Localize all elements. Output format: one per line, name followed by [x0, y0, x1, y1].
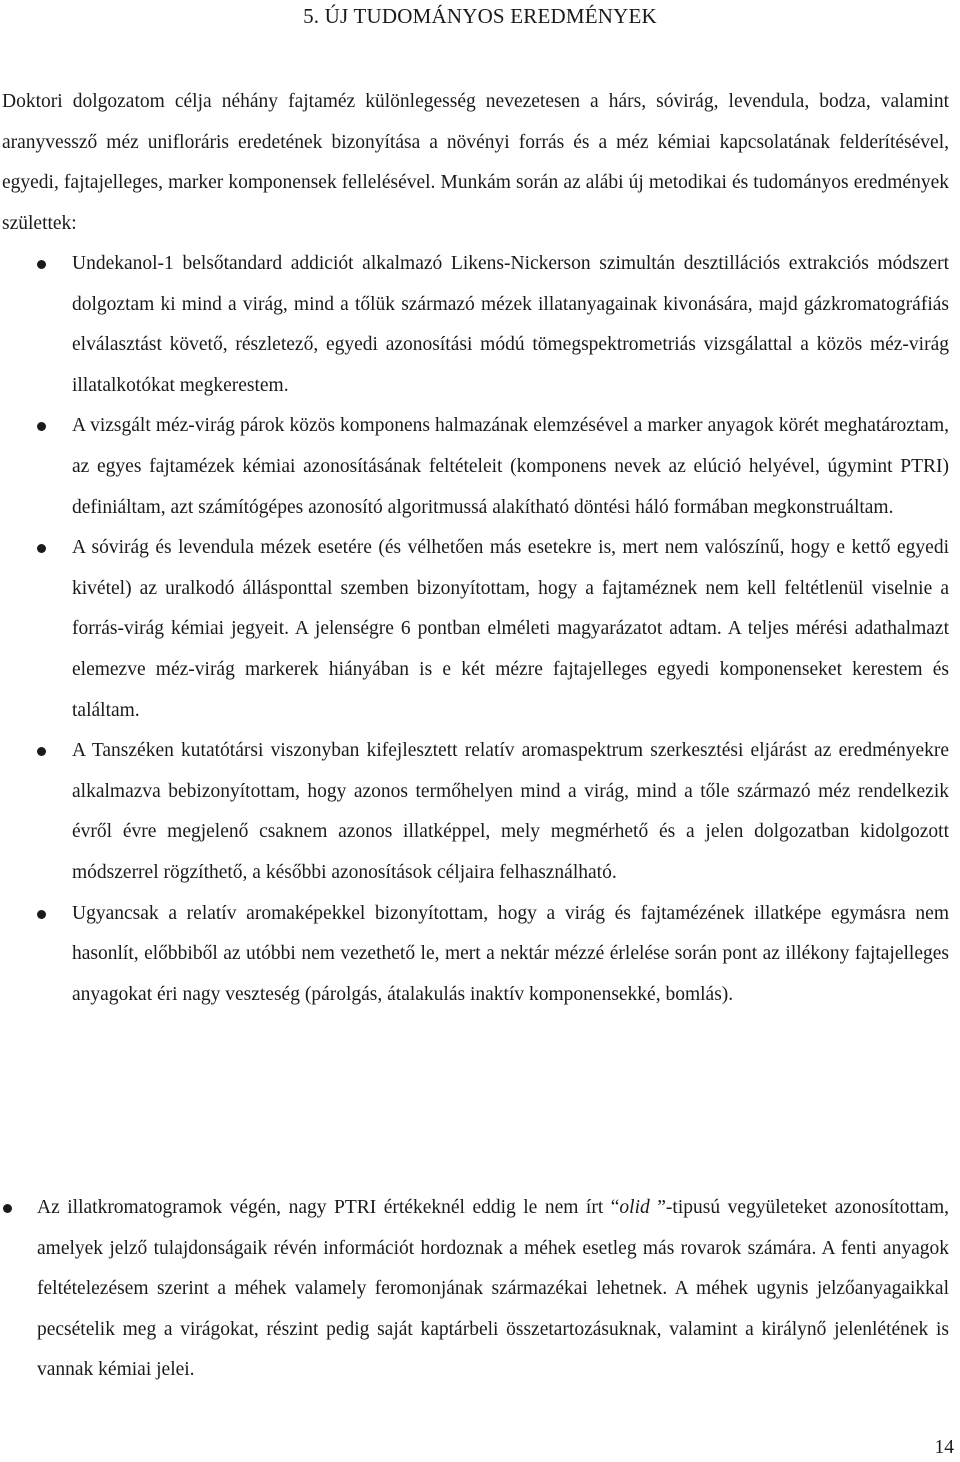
- list-item: [0, 1188, 949, 1391]
- result-text: Undekanol-1 belsőtandard addiciót alkalmazó Likens-Nickerson szimultán desztillációs extrakciós módszert dolgoztam ki mind a virág, mind a tőlük származó mézek illatanyagainak kivonására, majd gázkromatográfiás elválasztást követő, részletező, egyedi azonosítási módú tömegspektrometriás vizsgálattal a közös méz-virág illatalkotókat megkerestem.: [72, 253, 949, 396]
- bullet-icon: [37, 910, 46, 919]
- bullet-icon: [3, 1204, 12, 1213]
- bullet-icon: [37, 422, 46, 431]
- bullet-icon: [37, 747, 46, 756]
- final-point-italic-term: olid: [619, 1197, 650, 1218]
- list-item: [0, 244, 949, 406]
- final-point-text-before: Az illatkromatogramok végén, nagy PTRI értékeknél eddig le nem írt “: [37, 1197, 620, 1218]
- result-text: A Tanszéken kutatótársi viszonyban kifejlesztett relatív aromaspektrum szerkesztési eljárást az eredményekre alkalmazva bebizonyítottam, hogy azonos termőhelyen mind a virág, mind a tőle származó méz rendelkezik évről évre megjelenő csaknem azonos illatképpel, mely megmérhető és a jelen dolgozatban kidolgozott módszerrel rögzíthető, a későbbi azonosítások céljaira felhasználható.: [72, 740, 949, 883]
- final-point-text-after: ”-tipusú vegyületeket azonosítottam, amelyek jelző tulajdonságaik révén információt hordoznak a méhek esetleg más rovarok számára. A fenti anyagok feltételezésem szerint a méhek valamely feromonjának származékai lehetnek. A méhek ugynis jelzőanyagaikkal pecsételik meg a virágokat, részint pedig saját kaptárbeli összetartozásuknak, valamint a királynő jelenlétének is vannak kémiai jelei.: [37, 1197, 949, 1381]
- result-text: Ugyancsak a relatív aromaképekkel bizonyítottam, hogy a virág és fajtamézének illatképe egymásra nem hasonlít, előbbiből az utóbbi nem vezethető le, mert a nektár mézzé érlelése során pont az illékony fajtajelleges anyagokat éri nagy veszteség (párolgás, átalakulás inaktív komponensekké, bomlás).: [72, 902, 949, 1005]
- result-text: A vizsgált méz-virág párok közös komponens halmazának elemzésével a marker anyagok körét meghatároztam, az egyes fajtamézek kémiai azonosításának feltételeit (komponens nevek az elúció helyével, úgymint PTRI) definiáltam, azt számítógépes azonosító algoritmussá alakítható döntési háló formában megkonstruáltam.: [72, 415, 949, 518]
- list-item: [0, 894, 949, 1016]
- bullet-icon: [37, 260, 46, 269]
- list-item: [0, 731, 949, 893]
- section-heading: 5. ÚJ TUDOMÁNYOS EREDMÉNYEK: [303, 4, 657, 28]
- list-item: [0, 406, 949, 528]
- final-point-list: [0, 1188, 949, 1391]
- bullet-icon: [37, 544, 46, 553]
- page-number: 14: [934, 1437, 954, 1458]
- list-item: [0, 528, 949, 731]
- results-list: [0, 244, 949, 1015]
- result-text: A sóvirág és levendula mézek esetére (és vélhetően más esetekre is, mert nem valószínű, hogy e kettő egyedi kivétel) az uralkodó állásponttal szemben bizonyítottam, hogy a fajtaméznek nem kell feltétlenül viselnie a forrás-virág kémiai jegyeit. A jelenségre 6 pontban elméleti magyarázatot adtam. A teljes mérési adathalmazt elemezve méz-virág markerek hiányában is e két mézre fajtajelleges egyedi komponenseket kerestem és találtam.: [72, 537, 949, 721]
- intro-paragraph: Doktori dolgozatom célja néhány fajtaméz különlegesség nevezetesen a hárs, sóvirág, levendula, bodza, valamint aranyvessző méz unifloráris eredetének bizonyítása a növényi forrás és a méz kémiai kapcsolatának felderítésével, egyedi, fajtajelleges, marker komponensek fellelésével. Munkám során az alábi új metodikai és tudományos eredmények születtek:: [2, 91, 949, 234]
